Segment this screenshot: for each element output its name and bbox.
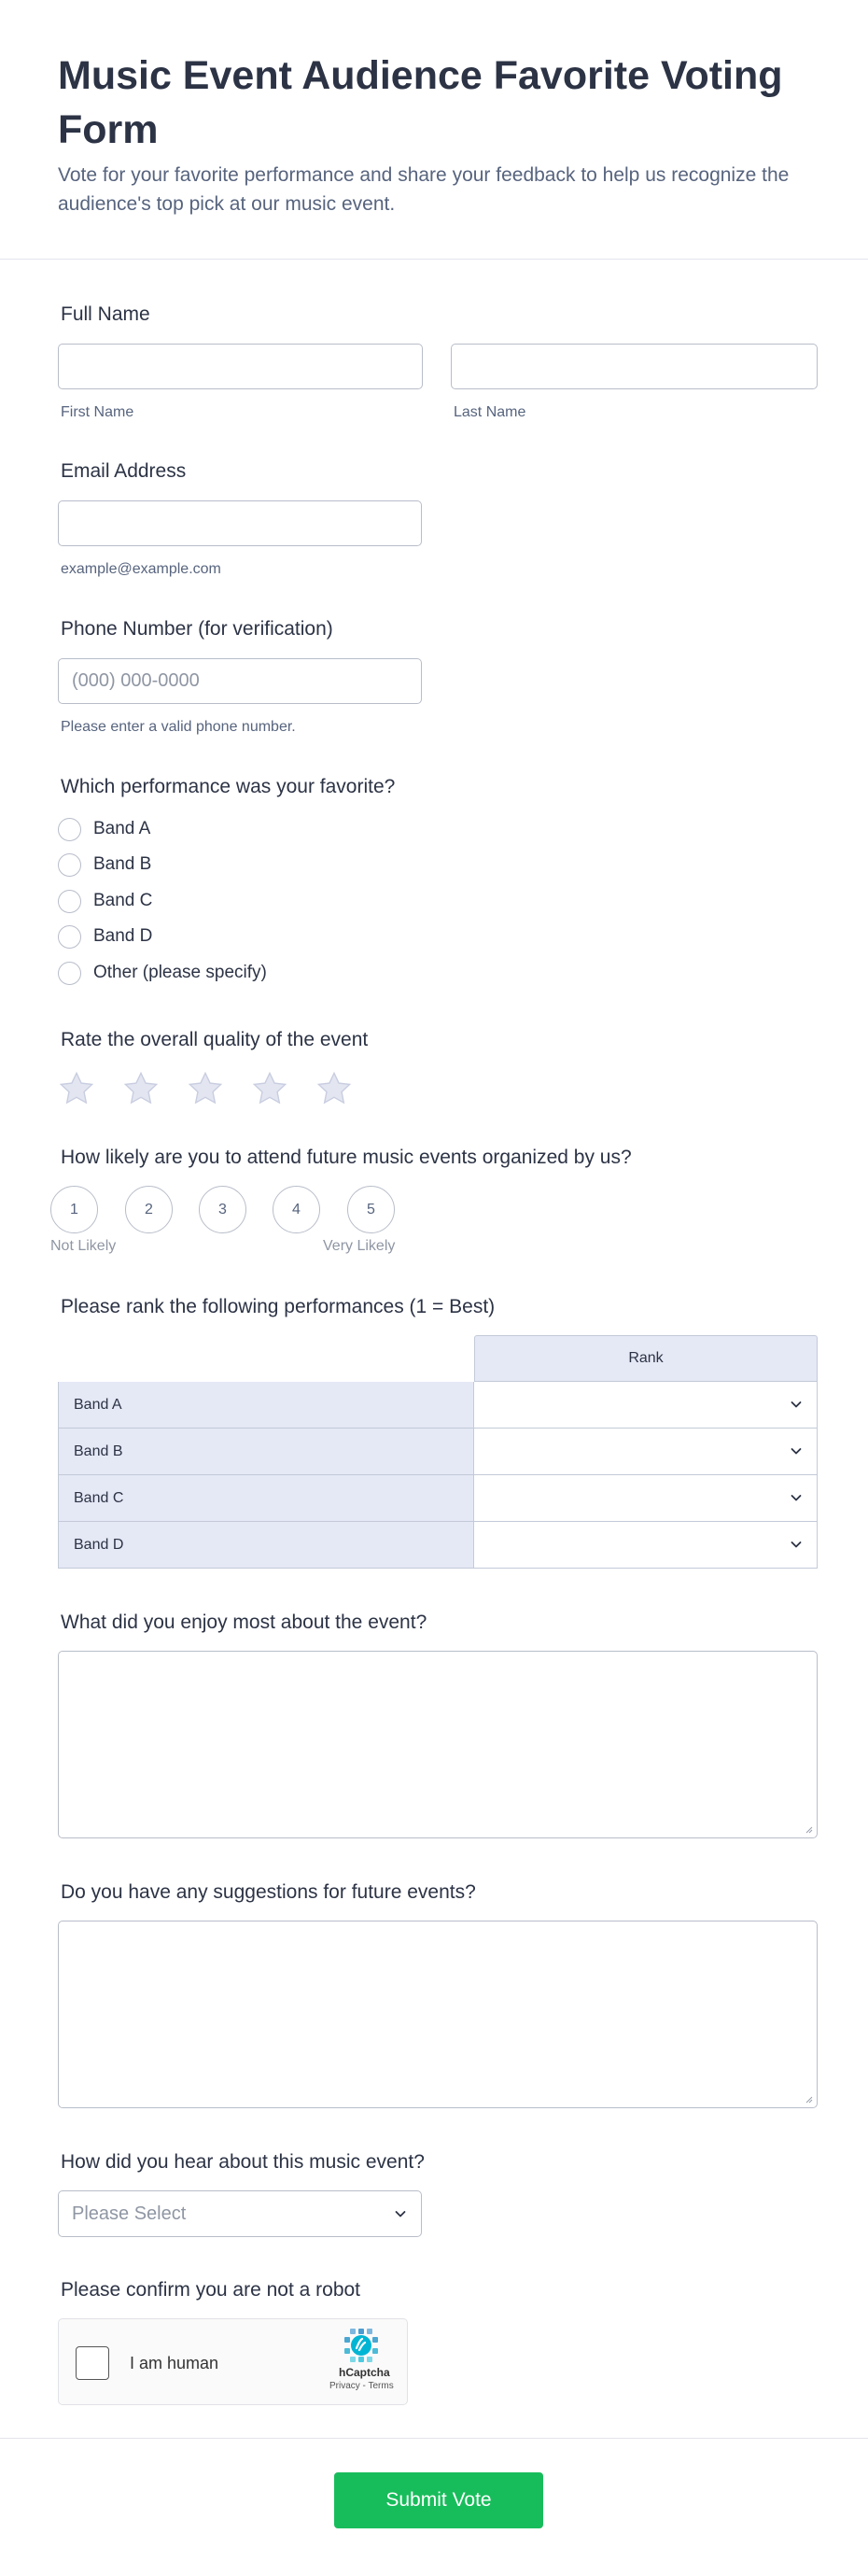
last-name-input[interactable] (451, 344, 818, 389)
ranking-label: Please rank the following performances (1 = Best) (61, 1296, 496, 1317)
favorite-option-band-b[interactable] (58, 851, 151, 879)
star-icon[interactable] (186, 1069, 225, 1108)
likelihood-label: How likely are you to attend future music events organized by us? (61, 1147, 632, 1168)
captcha-checkbox[interactable] (76, 2346, 109, 2380)
chevron-down-icon (789, 1537, 804, 1552)
star-icon[interactable] (121, 1069, 161, 1108)
rank-dropdown[interactable] (474, 1382, 818, 1429)
suggestions-textarea[interactable] (58, 1921, 818, 2108)
radio-button[interactable] (58, 962, 81, 985)
captcha-privacy-terms-link[interactable]: Privacy - Terms (329, 2381, 394, 2391)
scale-option-3[interactable]: 3 (199, 1186, 246, 1233)
email-input[interactable] (58, 500, 422, 546)
phone-sublabel: Please enter a valid phone number. (61, 719, 296, 735)
rank-dropdown[interactable] (474, 1475, 818, 1522)
matrix-column-header: Rank (474, 1335, 818, 1382)
radio-label: Band A (93, 819, 151, 838)
radio-button[interactable] (58, 925, 81, 949)
matrix-row-label: Band B (58, 1429, 474, 1475)
matrix-row (58, 1382, 818, 1429)
radio-button[interactable] (58, 853, 81, 877)
captcha-checkbox-label: I am human (130, 2354, 219, 2372)
matrix-row-label: Band A (58, 1382, 474, 1429)
full-name-label: Full Name (61, 303, 150, 325)
scale-high-caption: Very Likely (323, 1238, 396, 1254)
radio-label: Band D (93, 926, 153, 946)
matrix-row-label: Band D (58, 1522, 474, 1569)
favorite-option-band-a[interactable] (58, 815, 150, 843)
star-icon[interactable] (57, 1069, 96, 1108)
scale-option-5[interactable]: 5 (347, 1186, 395, 1233)
form-subtitle: Vote for your favorite performance and share your feedback to help us recognize the audience's top pick at our music event. (58, 164, 790, 215)
scale-option-4[interactable]: 4 (273, 1186, 320, 1233)
captcha-brand: hCaptcha (339, 2366, 390, 2379)
email-label: Email Address (61, 460, 187, 482)
phone-label: Phone Number (for verification) (61, 618, 333, 640)
star-icon[interactable] (250, 1069, 289, 1108)
rating-label: Rate the overall quality of the event (61, 1029, 369, 1050)
star-icon[interactable] (315, 1069, 354, 1108)
enjoy-textarea[interactable] (58, 1651, 818, 1838)
suggestions-label: Do you have any suggestions for future events? (61, 1881, 476, 1903)
resize-grip-icon[interactable] (804, 2094, 813, 2104)
form-header (0, 0, 868, 260)
favorite-option-band-d[interactable] (58, 922, 152, 950)
form-footer-divider (0, 2438, 868, 2439)
submit-vote-button[interactable]: Submit Vote (334, 2472, 543, 2528)
matrix-row-label: Band C (58, 1475, 474, 1522)
first-name-input[interactable] (58, 344, 423, 389)
scale-option-1[interactable]: 1 (50, 1186, 98, 1233)
form-title: Music Event Audience Favorite Voting Form (58, 53, 783, 152)
matrix-row (58, 1475, 818, 1522)
chevron-down-icon (789, 1443, 804, 1458)
radio-label: Other (please specify) (93, 963, 267, 982)
phone-input[interactable]: (000) 000-0000 (58, 658, 422, 704)
chevron-down-icon (789, 1490, 804, 1505)
first-name-sublabel: First Name (61, 404, 134, 420)
rank-dropdown[interactable] (474, 1522, 818, 1569)
radio-label: Band B (93, 854, 152, 874)
hcaptcha-logo-icon (343, 2327, 380, 2364)
email-sublabel: example@example.com (61, 561, 221, 577)
scale-low-caption: Not Likely (50, 1238, 117, 1254)
last-name-sublabel: Last Name (454, 404, 526, 420)
radio-button[interactable] (58, 818, 81, 841)
favorite-option-band-c[interactable] (58, 887, 152, 915)
matrix-row (58, 1522, 818, 1569)
captcha-label: Please confirm you are not a robot (61, 2279, 361, 2301)
favorite-label: Which performance was your favorite? (61, 776, 396, 797)
source-select[interactable] (58, 2190, 422, 2237)
favorite-option-other[interactable] (58, 959, 267, 987)
hcaptcha-widget (58, 2318, 408, 2405)
source-label: How did you hear about this music event? (61, 2151, 425, 2173)
scale-option-2[interactable]: 2 (125, 1186, 173, 1233)
select-placeholder: Please Select (72, 2203, 187, 2224)
resize-grip-icon[interactable] (804, 1824, 813, 1834)
enjoy-label: What did you enjoy most about the event? (61, 1612, 427, 1633)
chevron-down-icon (789, 1397, 804, 1412)
rank-dropdown[interactable] (474, 1429, 818, 1475)
radio-label: Band C (93, 891, 153, 910)
chevron-down-icon (393, 2206, 408, 2221)
radio-button[interactable] (58, 890, 81, 913)
matrix-row (58, 1429, 818, 1475)
